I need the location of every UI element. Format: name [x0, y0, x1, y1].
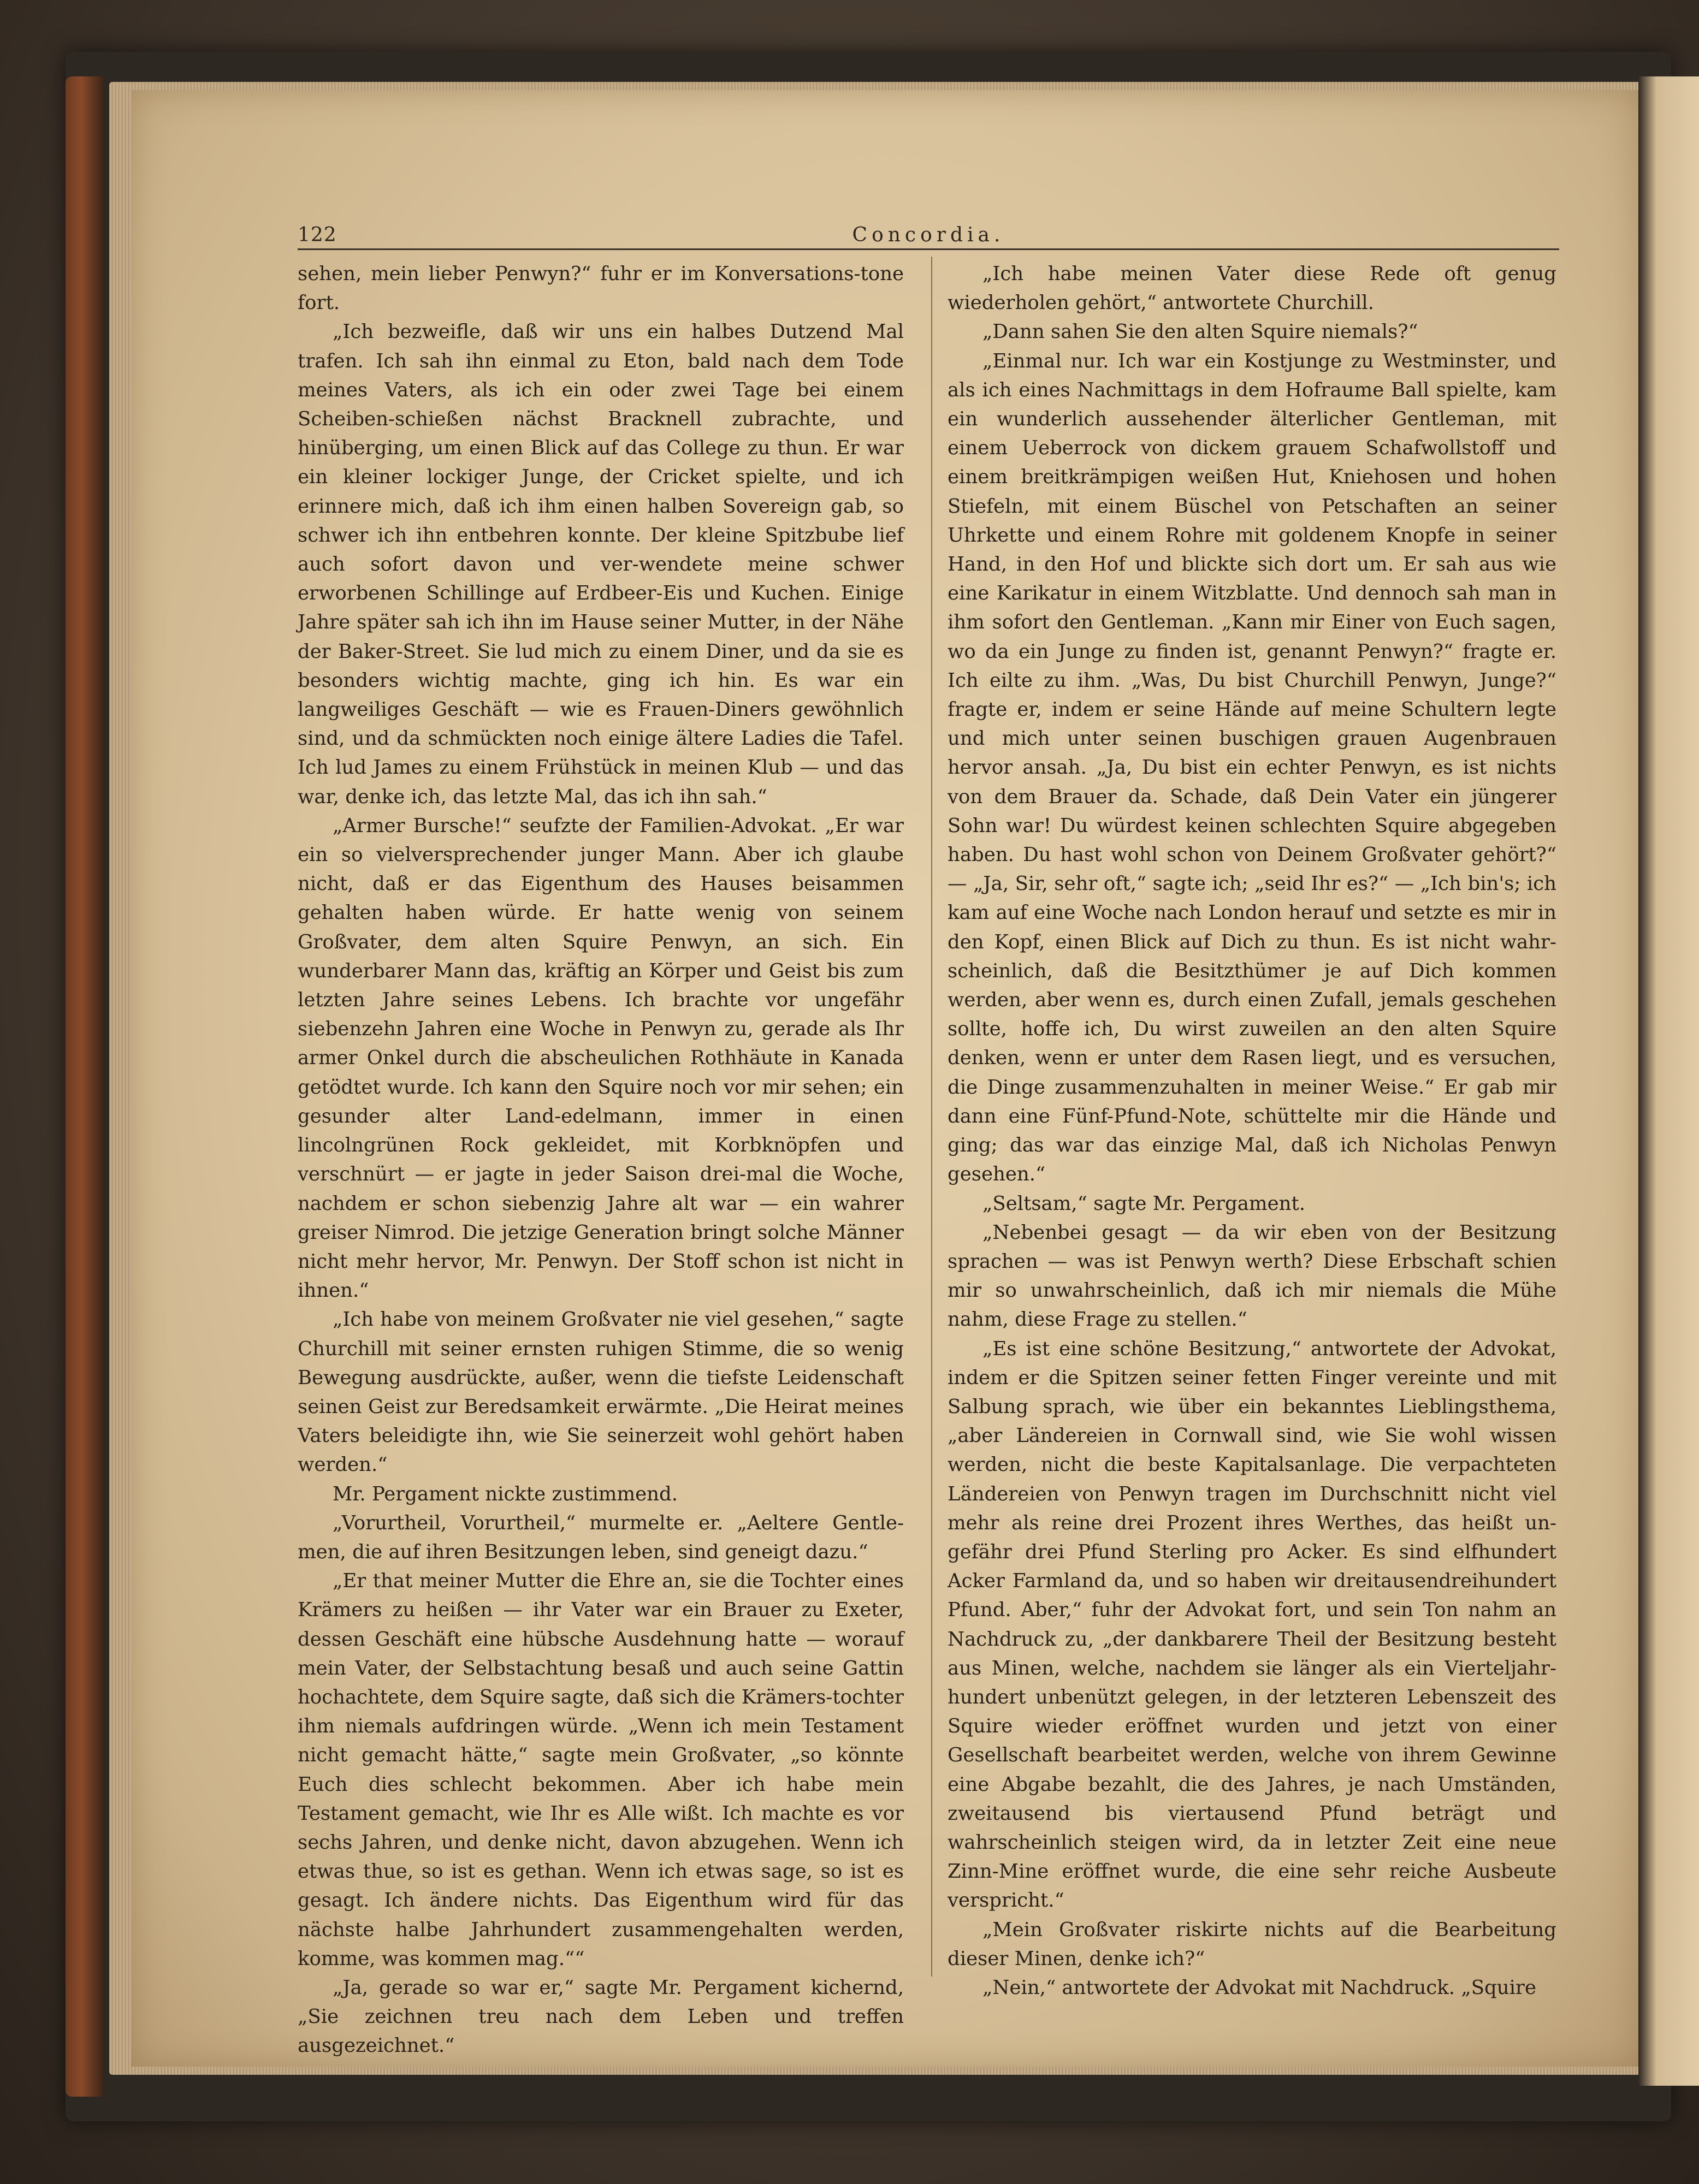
paragraph: „Nebenbei gesagt — da wir eben von der Besitzung sprachen — was ist Penwyn werth? Diese Erbschaft schien mir so unwahrscheinlich, daß ich mir niemals die Mühe nahm, diese Frage zu stellen.“: [948, 1221, 1556, 1331]
paragraph: „Vorurtheil, Vorurtheil,“ murmelte er. „Aeltere Gentle-men, die auf ihren Besitzungen leben, sind geneigt dazu.“: [298, 1511, 904, 1563]
right-column: [948, 259, 1556, 1999]
paragraph: Mr. Pergament nickte zustimmend.: [333, 1482, 678, 1505]
paragraph: „Es ist eine schöne Besitzung,“ antwortete der Advokat, indem er die Spitzen seiner fetten Finger vereinte und mit Salbung sprach, wie über ein bekanntes Lieblingsthema, „aber Ländereien in Cornwall sind, wie Sie wohl wissen werden, nicht die beste Kapitalsanlage. Die verpachteten Ländereien von Penwyn tragen im Durchschnitt nicht viel mehr als reine drei Prozent ihres Werthes, das heißt un-gefähr drei Pfund Sterling pro Acker. Es sind elfhundert Acker Farmland da, und so haben wir dreitausendreihundert Pfund. Aber,“ fuhr der Advokat fort, und sein Ton nahm an Nachdruck zu, „der dankbarere Theil der Besitzung besteht aus Minen, welche, nachdem sie länger als ein Vierteljahr-hundert unbenützt gelegen, in der letzteren Lebenszeit des Squire wieder eröffnet wurden und jetzt von einer Gesellschaft bearbeitet werden, welche von ihrem Gewinne eine Abgabe bezahlt, die des Jahres, je nach Umständen, zweitausend bis viertausend Pfund beträgt und wahrscheinlich steigen wird, da in letzter Zeit eine neue Zinn-Mine eröffnet wurde, die eine sehr reiche Ausbeute verspricht.“: [948, 1337, 1556, 1912]
paragraph: sehen, mein lieber Penwyn?“ fuhr er im Konversations-tone fort.: [298, 263, 904, 314]
paragraph: „Mein Großvater riskirte nichts auf die Bearbeitung dieser Minen, denke ich?“: [948, 1918, 1556, 1970]
header-rule: [298, 248, 1559, 250]
paragraph: „Er that meiner Mutter die Ehre an, sie die Tochter eines Krämers zu heißen — ihr Vater war ein Brauer zu Exeter, dessen Geschäft eine hübsche Ausdehnung hatte — worauf mein Vater, der Selbstachtung besaß und auch seine Gattin hochachtete, dem Squire sagte, daß sich die Krämers-tochter ihm niemals aufdringen würde. „Wenn ich mein Testament nicht gemacht hätte,“ sagte mein Großvater, „so könnte Euch dies schlecht bekommen. Aber ich habe mein Testament gemacht, wie Ihr es Alle wißt. Ich machte es vor sechs Jahren, und denke nicht, davon abzugehen. Wenn ich etwas thue, so ist es gethan. Wenn ich etwas sage, so ist es gesagt. Ich ändere nichts. Das Eigenthum wird für das nächste halbe Jahrhundert zusammengehalten werden, komme, was kommen mag.““: [298, 1570, 904, 1970]
paragraph: „Nein,“ antwortete der Advokat mit Nachdruck. „Squire: [982, 1976, 1536, 1999]
paragraph: „Ich bezweifle, daß wir uns ein halbes Dutzend Mal trafen. Ich sah ihn einmal zu Eton, bald nach dem Tode meines Vaters, als ich ein oder zwei Tage bei einem Scheiben-schießen nächst Bracknell zubrachte, und hinüberging, um einen Blick auf das College zu thun. Er war ein kleiner lockiger Junge, der Cricket spielte, und ich erinnere mich, daß ich ihm einen halben Sovereign gab, so schwer ich ihn entbehren konnte. Der kleine Spitzbube lief auch sofort davon und ver-wendete meine schwer erworbenen Schillinge auf Erdbeer-Eis und Kuchen. Einige Jahre später sah ich ihn im Hause seiner Mutter, in der Nähe der Baker-Street. Sie lud mich zu einem Diner, und da sie es besonders wichtig machte, ging ich hin. Es war ein langweiliges Geschäft — wie es Frauen-Diners gewöhnlich sind, und da schmückten noch einige ältere Ladies die Tafel. Ich lud James zu einem Frühstück in meinen Klub — und das war, denke ich, das letzte Mal, das ich ihn sah.“: [298, 321, 904, 808]
paragraph: „Armer Bursche!“ seufzte der Familien-Advokat. „Er war ein so vielversprechender junger Mann. Aber ich glaube nicht, daß er das Eigenthum des Hauses beisammen gehalten haben würde. Er hatte wenig von seinem Großvater, dem alten Squire Penwyn, an sich. Ein wunderbarer Mann das, kräftig an Körper und Geist bis zum letzten Jahre seines Lebens. Ich brachte vor ungefähr siebenzehn Jahren eine Woche in Penwyn zu, gerade als Ihr armer Onkel durch die abscheulichen Rothhäute in Kanada getödtet wurde. Ich kann den Squire noch vor mir sehen; ein gesunder alter Land-edelmann, immer in einen lincolngrünen Rock gekleidet, mit Korbknöpfen und verschnürt — er jagte in jeder Saison drei-mal die Woche, nachdem er schon siebenzig Jahre alt war — ein wahrer greiser Nimrod. Die jetzige Generation bringt solche Männer nicht mehr hervor, Mr. Penwyn. Der Stoff schon ist nicht in ihnen.“: [298, 814, 904, 1302]
paragraph: „Seltsam,“ sagte Mr. Pergament.: [982, 1192, 1306, 1215]
facing-page-edge: [1638, 76, 1699, 2086]
paragraph: „Dann sahen Sie den alten Squire niemals?“: [982, 321, 1418, 343]
left-column: [298, 259, 904, 2057]
page-number: 122: [298, 224, 337, 246]
book-cover-edge: [66, 76, 104, 2097]
running-header: [298, 224, 1559, 251]
paragraph: „Einmal nur. Ich war ein Kostjunge zu Westminster, und als ich eines Nachmittags in dem Hofraume Ball spielte, kam ein wunderlich aussehender älterlicher Gentleman, mit einem Ueberrock von dickem grauem Schafwollstoff und einem breitkrämpigen weißen Hut, Kniehosen und hohen Stiefeln, mit einem Büschel von Petschaften an seiner Uhrkette und einem Rohre mit goldenem Knopfe in seiner Hand, in den Hof und blickte sich dort um. Er sah aus wie eine Karikatur in einem Witzblatte. Und dennoch sah man in ihm sofort den Gentleman. „Kann mir Einer von Euch sagen, wo da ein Junge zu finden ist, genannt Penwyn?“ fragte er. Ich eilte zu ihm. „Was, Du bist Churchill Penwyn, Junge?“ fragte er, indem er seine Hände auf meine Schultern legte und mich unter seinen buschigen grauen Augenbrauen hervor ansah. „Ja, Du bist ein echter Penwyn, es ist nichts von dem Brauer da. Schade, daß Dein Vater ein jüngerer Sohn war! Du würdest keinen schlechten Squire abgegeben haben. Du hast wohl schon von Deinem Großvater gehört?“ — „Ja, Sir, sehr oft,“ sagte ich; „seid Ihr es?“ — „Ich bin's; ich kam auf eine Woche nach London herauf und setzte es mir in den Kopf, einen Blick auf Dich zu thun. Es ist nicht wahr-scheinlich, daß die Besitzthümer je auf Dich kommen werden, aber wenn es, durch einen Zufall, jemals geschehen sollte, hoffe ich, Du wirst zuweilen an den alten Squire denken, wenn er unter dem Rasen liegt, und es versuchen, die Dinge zusammenzuhalten in meiner Weise.“ Er gab mir dann eine Fünf-Pfund-Note, schüttelte mir die Hände und ging; das war das einzige Mal, daß ich Nicholas Penwyn gesehen.“: [948, 349, 1556, 1186]
column-divider: [931, 257, 932, 1977]
paragraph: „Ja, gerade so war er,“ sagte Mr. Pergament kichernd, „Sie zeichnen treu nach dem Leben und treffen ausgezeichnet.“: [298, 1976, 904, 2057]
running-title: Concordia.: [852, 224, 1005, 246]
paragraph: „Ich habe meinen Vater diese Rede oft genug wiederholen gehört,“ antwortete Churchill.: [948, 263, 1556, 314]
paragraph: „Ich habe von meinem Großvater nie viel gesehen,“ sagte Churchill mit seiner ernsten ruhigen Stimme, die so wenig Bewegung ausdrückte, außer, wenn die tiefste Leidenschaft seinen Geist zur Beredsamkeit erwärmte. „Die Heirat meines Vaters beleidigte ihn, wie Sie seinerzeit wohl gehört haben werden.“: [298, 1308, 904, 1476]
